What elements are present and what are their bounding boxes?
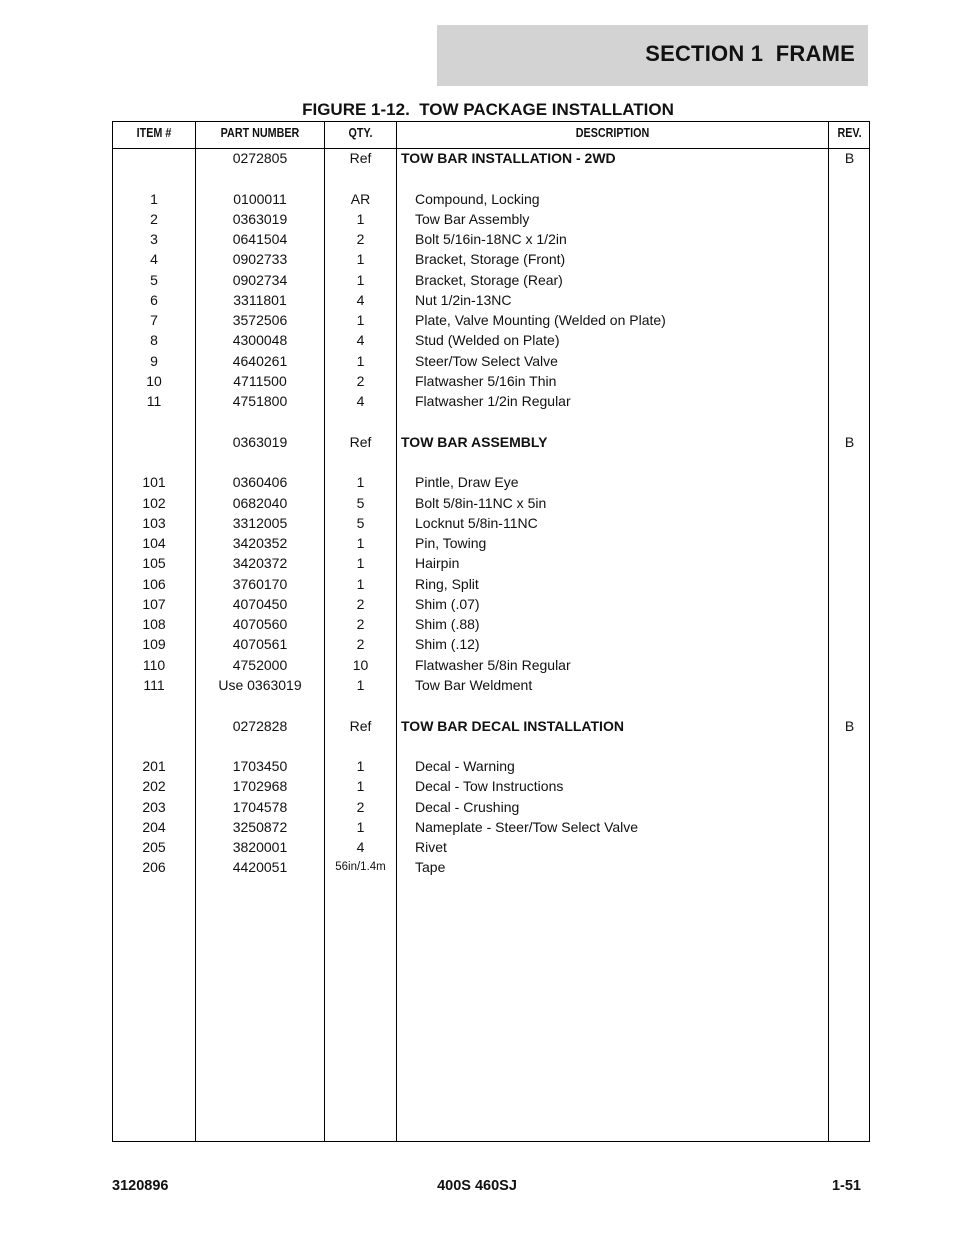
description-cell: Compound, Locking <box>415 190 540 207</box>
item-number-cell: 202 <box>142 778 166 795</box>
table-row <box>113 229 869 249</box>
part-number-cell: 4752000 <box>232 656 288 673</box>
qty-cell: 2 <box>356 616 365 633</box>
item-number-cell: 203 <box>142 798 166 815</box>
item-number-cell: 105 <box>142 555 166 572</box>
description-cell: Pin, Towing <box>415 535 487 552</box>
column-header-qty: QTY. <box>348 126 373 140</box>
rev-cell: B <box>844 150 855 166</box>
qty-cell: 2 <box>356 231 365 248</box>
rev-cell: B <box>844 717 855 734</box>
table-row <box>113 716 869 736</box>
table-row <box>113 837 869 857</box>
description-cell: Ring, Split <box>415 575 479 592</box>
item-number-cell: 2 <box>150 210 158 227</box>
description-cell: Stud (Welded on Plate) <box>415 332 560 349</box>
part-number-cell: 0682040 <box>232 494 288 511</box>
description-cell: Nut 1/2in-13NC <box>415 291 512 308</box>
description-cell: Nameplate - Steer/Tow Select Valve <box>415 818 639 835</box>
item-number-cell: 205 <box>142 839 166 856</box>
table-row <box>113 817 869 837</box>
qty-cell: 4 <box>356 839 365 856</box>
item-number-cell: 9 <box>150 352 158 369</box>
part-number-cell: 0902733 <box>232 251 288 268</box>
item-number-cell: 7 <box>150 312 158 329</box>
description-cell: Plate, Valve Mounting (Welded on Plate) <box>415 312 666 329</box>
item-number-cell: 111 <box>143 677 165 694</box>
item-number-cell: 201 <box>142 758 166 775</box>
item-number-cell: 106 <box>142 575 166 592</box>
item-number-cell: 11 <box>146 393 162 410</box>
table-row <box>113 594 869 614</box>
table-row <box>113 249 869 269</box>
table-row <box>113 290 869 310</box>
description-cell: Flatwasher 1/2in Regular <box>415 393 571 410</box>
part-number-cell: 0363019 <box>232 210 288 227</box>
qty-cell: 4 <box>356 291 365 308</box>
part-number-cell: 0641504 <box>232 231 288 248</box>
description-cell: Bracket, Storage (Rear) <box>415 271 563 288</box>
column-header-description: DESCRIPTION <box>575 126 650 140</box>
part-number-cell: 0360406 <box>232 474 288 491</box>
table-row <box>113 797 869 817</box>
description-cell: Tow Bar Weldment <box>415 677 533 694</box>
table-row <box>113 533 869 553</box>
qty-cell: 1 <box>356 312 365 329</box>
qty-cell: 1 <box>356 555 365 572</box>
footer-model: 400S 460SJ <box>437 1178 517 1194</box>
part-number-cell: 0902734 <box>232 271 288 288</box>
description-cell: Pintle, Draw Eye <box>415 474 519 491</box>
qty-cell: 4 <box>356 332 365 349</box>
qty-cell: Ref <box>349 433 372 450</box>
table-row <box>113 330 869 350</box>
table-row <box>113 391 869 411</box>
table-row <box>113 634 869 654</box>
qty-cell: 2 <box>356 636 365 653</box>
part-number-cell: 4300048 <box>232 332 288 349</box>
qty-cell: AR <box>350 190 371 207</box>
item-number-cell: 102 <box>142 494 166 511</box>
footer-doc-number: 3120896 <box>112 1178 169 1194</box>
item-number-cell: 3 <box>150 231 158 248</box>
table-row <box>113 776 869 796</box>
description-cell: Rivet <box>415 839 447 856</box>
table-row <box>113 209 869 229</box>
description-cell: Decal - Warning <box>415 758 515 775</box>
part-number-cell: 4640261 <box>232 352 288 369</box>
item-number-cell: 4 <box>150 251 158 268</box>
column-header-rev: REV. <box>837 126 862 140</box>
item-number-cell: 103 <box>142 514 166 531</box>
qty-cell: 4 <box>356 393 365 410</box>
part-number-cell: 4070561 <box>232 636 288 653</box>
section-title: SECTION 1 FRAME <box>645 41 855 66</box>
part-number-cell: 3312005 <box>232 514 288 531</box>
table-row <box>113 756 869 776</box>
table-row <box>113 472 869 492</box>
part-number-cell: 3420352 <box>232 535 288 552</box>
table-row <box>113 432 869 452</box>
part-number-cell: 0100011 <box>233 190 287 207</box>
qty-cell: 1 <box>356 818 365 835</box>
item-number-cell: 8 <box>150 332 158 349</box>
qty-cell: 1 <box>356 352 365 369</box>
qty-cell: 1 <box>356 758 365 775</box>
qty-cell: Ref <box>349 150 372 166</box>
table-row <box>113 493 869 513</box>
table-row <box>113 553 869 573</box>
part-number-cell: 1704578 <box>232 798 288 815</box>
table-row <box>113 371 869 391</box>
item-number-cell: 108 <box>142 616 166 633</box>
qty-cell: 2 <box>356 798 365 815</box>
table-row <box>113 857 869 877</box>
part-number-cell: 4070560 <box>232 616 288 633</box>
item-number-cell: 10 <box>146 372 162 389</box>
part-number-cell: 3760170 <box>232 575 288 592</box>
part-number-cell: 4420051 <box>232 859 288 876</box>
description-cell: TOW BAR ASSEMBLY <box>401 433 548 450</box>
part-number-cell: 0272828 <box>232 717 288 734</box>
description-cell: Bracket, Storage (Front) <box>415 251 566 268</box>
qty-cell: 1 <box>356 251 365 268</box>
part-number-cell: 4070450 <box>232 595 288 612</box>
table-row <box>113 574 869 594</box>
part-number-cell: 3820001 <box>232 839 288 856</box>
description-cell: Locknut 5/8in-11NC <box>415 514 538 531</box>
description-cell: Tape <box>415 859 446 876</box>
qty-cell: 1 <box>356 677 365 694</box>
description-cell: Flatwasher 5/16in Thin <box>415 372 557 389</box>
qty-cell: 56in/1.4m <box>335 861 386 874</box>
figure-title: FIGURE 1-12. TOW PACKAGE INSTALLATION <box>302 100 674 119</box>
item-number-cell: 6 <box>150 291 158 308</box>
description-cell: Flatwasher 5/8in Regular <box>415 656 571 673</box>
qty-cell: 2 <box>356 372 365 389</box>
table-row <box>113 270 869 290</box>
qty-cell: 5 <box>356 514 365 531</box>
part-number-cell: 0363019 <box>232 433 288 450</box>
part-number-cell: 1702968 <box>232 778 288 795</box>
item-number-cell: 5 <box>150 271 158 288</box>
item-number-cell: 206 <box>142 859 166 876</box>
description-cell: Tow Bar Assembly <box>415 210 530 227</box>
table-row <box>113 513 869 533</box>
part-number-cell: 0272805 <box>232 150 288 166</box>
part-number-cell: 4751800 <box>232 393 288 410</box>
table-row <box>113 310 869 330</box>
description-cell: Shim (.88) <box>415 616 480 633</box>
part-number-cell: Use 0363019 <box>218 677 302 694</box>
footer-page-number: 1-51 <box>831 1178 861 1194</box>
qty-cell: Ref <box>349 717 372 734</box>
part-number-cell: 3250872 <box>232 818 288 835</box>
table-row <box>113 148 869 168</box>
part-number-cell: 4711500 <box>233 372 287 389</box>
qty-cell: 10 <box>352 656 369 673</box>
description-cell: Hairpin <box>415 555 460 572</box>
description-cell: Shim (.12) <box>415 636 480 653</box>
qty-cell: 5 <box>356 494 365 511</box>
qty-cell: 1 <box>356 575 365 592</box>
part-number-cell: 1703450 <box>232 758 288 775</box>
part-number-cell: 3311801 <box>233 291 287 308</box>
table-row <box>113 675 869 695</box>
column-header-part-number: PART NUMBER <box>220 126 300 140</box>
item-number-cell: 104 <box>142 535 166 552</box>
description-cell: TOW BAR DECAL INSTALLATION <box>401 717 624 734</box>
item-number-cell: 110 <box>142 656 166 673</box>
qty-cell: 2 <box>356 595 365 612</box>
item-number-cell: 107 <box>142 595 166 612</box>
item-number-cell: 109 <box>142 636 166 653</box>
description-cell: TOW BAR INSTALLATION - 2WD <box>401 150 616 166</box>
description-cell: Steer/Tow Select Valve <box>415 352 558 369</box>
description-cell: Decal - Tow Instructions <box>415 778 564 795</box>
table-row <box>113 614 869 634</box>
description-cell: Shim (.07) <box>415 595 480 612</box>
qty-cell: 1 <box>356 210 365 227</box>
qty-cell: 1 <box>356 474 365 491</box>
part-number-cell: 3420372 <box>232 555 288 572</box>
description-cell: Bolt 5/16in-18NC x 1/2in <box>415 231 567 248</box>
item-number-cell: 204 <box>142 818 166 835</box>
table-row <box>113 655 869 675</box>
qty-cell: 1 <box>356 778 365 795</box>
part-number-cell: 3572506 <box>232 312 288 329</box>
parts-table <box>112 121 870 1142</box>
column-header-item: ITEM # <box>136 126 172 140</box>
item-number-cell: 101 <box>142 474 166 491</box>
qty-cell: 1 <box>356 271 365 288</box>
table-row <box>113 351 869 371</box>
section-header <box>437 25 868 86</box>
qty-cell: 1 <box>356 535 365 552</box>
description-cell: Bolt 5/8in-11NC x 5in <box>415 494 547 511</box>
rev-cell: B <box>844 433 855 450</box>
table-row <box>113 189 869 209</box>
description-cell: Decal - Crushing <box>415 798 520 815</box>
item-number-cell: 1 <box>150 190 158 207</box>
